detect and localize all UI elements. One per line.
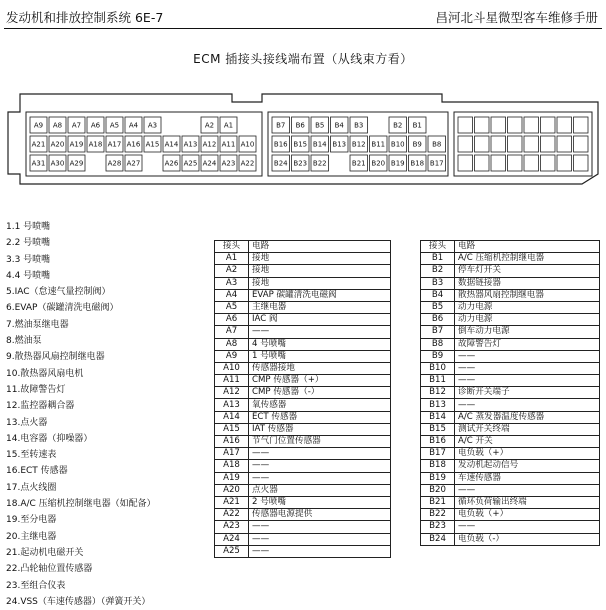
table-row (421, 484, 600, 496)
circuit-cell: 接地 (249, 277, 391, 289)
pin-id-cell: A2 (215, 265, 249, 277)
circuit-cell: —— (249, 521, 391, 533)
table-row (215, 448, 391, 460)
pin-label: A17 (107, 140, 122, 149)
pin-label: A4 (128, 121, 139, 130)
table-row (421, 253, 600, 265)
legend-item: 17.点火线圈 (6, 482, 57, 493)
pin-id-cell: B18 (421, 460, 455, 472)
pin-id-cell: A8 (215, 338, 249, 350)
connector-a-pin-table (214, 240, 391, 558)
pin-id-cell: B1 (421, 253, 455, 265)
pin-id-cell: A22 (215, 509, 249, 521)
connector-b-pin-table (420, 240, 600, 546)
circuit-cell: 测试开关终端 (455, 423, 600, 435)
pin-id-cell: A3 (215, 277, 249, 289)
table-header-row (215, 241, 391, 253)
legend-item: 1.1 号喷嘴 (6, 222, 51, 232)
pin-id-cell: A11 (215, 375, 249, 387)
unlabeled-pin-cell (475, 136, 490, 152)
table-row (421, 326, 600, 338)
pin-label: B1 (412, 121, 422, 130)
pin-label: A5 (109, 121, 120, 130)
pin-id-cell: B20 (421, 484, 455, 496)
circuit-cell: 散热器风扇控制继电器 (455, 289, 600, 301)
pin-id-cell: A24 (215, 533, 249, 545)
circuit-cell: —— (455, 350, 600, 362)
circuit-cell: A/C 压缩机控制继电器 (455, 253, 600, 265)
pin-label: A18 (88, 140, 103, 149)
pin-label: B22 (312, 159, 327, 168)
pin-label: B9 (412, 140, 422, 149)
table-row (421, 387, 600, 399)
legend-item: 8.燃油泵 (6, 336, 42, 347)
circuit-cell: CMP 传感器（+） (249, 375, 391, 387)
circuit-cell: 数据链接器 (455, 277, 600, 289)
unlabeled-pin-cell (491, 117, 506, 133)
table-row (215, 399, 391, 411)
legend-item: 14.电容器（抑噪器） (6, 433, 93, 444)
pin-id-cell: A6 (215, 314, 249, 326)
pin-id-cell: B4 (421, 289, 455, 301)
table-row (215, 387, 391, 399)
pin-label: A27 (126, 159, 141, 168)
pin-label: B3 (354, 121, 364, 130)
circuit-cell: 动力电源 (455, 301, 600, 313)
pin-label: A28 (107, 159, 122, 168)
pin-id-cell: B12 (421, 387, 455, 399)
pin-label: A15 (145, 140, 160, 149)
table-row (215, 362, 391, 374)
column-header-pin: 接头 (215, 241, 249, 253)
pin-id-cell: B24 (421, 533, 455, 545)
circuit-cell: CMP 传感器（-） (249, 387, 391, 399)
unlabeled-pin-cell (524, 136, 539, 152)
pin-id-cell: B21 (421, 496, 455, 508)
circuit-cell: 倒车动力电源 (455, 326, 600, 338)
pin-id-cell: A20 (215, 484, 249, 496)
pin-id-cell: A4 (215, 289, 249, 301)
table-row (421, 338, 600, 350)
pin-label: A30 (50, 159, 65, 168)
legend-item: 20.主继电器 (6, 531, 57, 542)
pin-id-cell: A21 (215, 496, 249, 508)
pin-id-cell: B14 (421, 411, 455, 423)
pin-label: A13 (183, 140, 198, 149)
legend-item: 6.EVAP（碳罐清洗电磁阀） (6, 303, 119, 314)
table-row (215, 436, 391, 448)
pin-id-cell: A10 (215, 362, 249, 374)
pin-label: A26 (164, 159, 179, 168)
table-row (215, 265, 391, 277)
circuit-cell: —— (249, 472, 391, 484)
pin-label: B14 (312, 140, 327, 149)
circuit-cell: IAT 传感器 (249, 423, 391, 435)
unlabeled-pin-cell (475, 155, 490, 171)
unlabeled-pin-cell (508, 136, 523, 152)
circuit-cell: EVAP 碳罐清洗电磁阀 (249, 289, 391, 301)
unlabeled-pin-cell (508, 155, 523, 171)
circuit-cell: —— (455, 375, 600, 387)
circuit-cell: —— (249, 448, 391, 460)
table-row (215, 509, 391, 521)
circuit-cell: —— (249, 460, 391, 472)
unlabeled-pin-cell (574, 136, 589, 152)
header-rule (4, 28, 602, 29)
circuit-cell: —— (455, 399, 600, 411)
table-row (421, 472, 600, 484)
legend-item: 16.ECT 传感器 (6, 466, 68, 477)
circuit-cell: 诊断开关端子 (455, 387, 600, 399)
table-row (421, 411, 600, 423)
pin-id-cell: B10 (421, 362, 455, 374)
legend-item: 11.故障警告灯 (6, 384, 66, 395)
pin-label: A14 (164, 140, 179, 149)
component-legend (6, 219, 156, 610)
running-header-chapter: 发动机和排放控制系统 6E-7 (6, 10, 164, 25)
pin-label: A29 (69, 159, 84, 168)
pin-id-cell: A9 (215, 350, 249, 362)
pin-label: B4 (334, 121, 344, 130)
pin-label: A2 (204, 121, 215, 130)
table-row (215, 460, 391, 472)
pin-id-cell: B15 (421, 423, 455, 435)
table-row (421, 301, 600, 313)
circuit-cell: 发动机起动信号 (455, 460, 600, 472)
pin-label: B18 (410, 159, 425, 168)
pin-id-cell: B8 (421, 338, 455, 350)
pin-label: B20 (371, 159, 386, 168)
pin-label: A19 (69, 140, 84, 149)
table-row (421, 509, 600, 521)
table-row (215, 484, 391, 496)
legend-item: 5.IAC（怠速气量控制阀） (6, 287, 111, 298)
legend-item: 13.点火器 (6, 417, 48, 428)
table-row (215, 521, 391, 533)
unlabeled-pin-cell (458, 155, 473, 171)
unlabeled-pin-cell (491, 136, 506, 152)
circuit-cell: 4 号喷嘴 (249, 338, 391, 350)
ecm-connector-diagram (6, 90, 600, 186)
pin-label: A6 (90, 121, 101, 130)
pin-id-cell: A16 (215, 436, 249, 448)
pin-label: B24 (273, 159, 288, 168)
unlabeled-pin-cell (557, 117, 572, 133)
circuit-cell: ECT 传感器 (249, 411, 391, 423)
table-row (421, 265, 600, 277)
table-row (215, 277, 391, 289)
circuit-cell: —— (249, 533, 391, 545)
pin-label: B12 (351, 140, 366, 149)
pin-label: B17 (429, 159, 444, 168)
legend-item: 2.2 号喷嘴 (6, 238, 51, 249)
pin-id-cell: A25 (215, 545, 249, 557)
pin-label: A16 (126, 140, 141, 149)
circuit-cell: 动力电源 (455, 314, 600, 326)
circuit-cell: 车速传感器 (455, 472, 600, 484)
table-row (215, 326, 391, 338)
pin-id-cell: A5 (215, 301, 249, 313)
circuit-cell: 传感器电源提供 (249, 509, 391, 521)
pin-label: A10 (240, 140, 255, 149)
table-row (421, 423, 600, 435)
legend-item: 15.至转速表 (6, 450, 57, 461)
table-row (421, 460, 600, 472)
pin-id-cell: B6 (421, 314, 455, 326)
unlabeled-pin-cell (541, 117, 556, 133)
table-row (215, 472, 391, 484)
circuit-cell: 2 号喷嘴 (249, 496, 391, 508)
table-row (215, 289, 391, 301)
pin-id-cell: B7 (421, 326, 455, 338)
pin-id-cell: A12 (215, 387, 249, 399)
table-row (215, 423, 391, 435)
circuit-cell: —— (249, 545, 391, 557)
connector-b-pins (272, 117, 446, 171)
circuit-cell: A/C 蒸发器温度传感器 (455, 411, 600, 423)
pin-label: B16 (273, 140, 288, 149)
pin-label: A1 (223, 121, 234, 130)
unlabeled-pin-cell (524, 117, 539, 133)
circuit-cell: —— (455, 484, 600, 496)
running-header-manual-title: 昌河北斗星微型客车维修手册 (435, 10, 598, 25)
unlabeled-pin-cell (574, 155, 589, 171)
unlabeled-pin-cell (557, 155, 572, 171)
circuit-cell: 循环负荷输出终端 (455, 496, 600, 508)
pin-label: B7 (276, 121, 286, 130)
table-row (215, 338, 391, 350)
table-row (421, 436, 600, 448)
circuit-cell: 停车灯开关 (455, 265, 600, 277)
column-header-circuit: 电路 (249, 241, 391, 253)
pin-label: A20 (50, 140, 65, 149)
legend-item: 3.3 号喷嘴 (6, 254, 51, 265)
pin-id-cell: B3 (421, 277, 455, 289)
table-row (215, 411, 391, 423)
unlabeled-pin-cell (541, 136, 556, 152)
unlabeled-pin-cell (491, 155, 506, 171)
legend-item: 19.至分电器 (6, 515, 57, 526)
pin-label: B23 (293, 159, 308, 168)
pin-label: A3 (147, 121, 158, 130)
pin-id-cell: B16 (421, 436, 455, 448)
table-row (421, 521, 600, 533)
table-row (421, 448, 600, 460)
circuit-cell: 主继电器 (249, 301, 391, 313)
table-row (421, 496, 600, 508)
legend-item: 4.4 号喷嘴 (6, 270, 51, 281)
circuit-cell: —— (455, 521, 600, 533)
pin-id-cell: B23 (421, 521, 455, 533)
pin-id-cell: B22 (421, 509, 455, 521)
legend-item: 18.A/C 压缩机控制继电器（如配备） (6, 499, 156, 510)
figure-title: ECM 插接头接线端布置（从线束方看） (193, 52, 413, 66)
pin-id-cell: B2 (421, 265, 455, 277)
legend-item: 23.至组合仪表 (6, 580, 66, 591)
column-header-circuit: 电路 (455, 241, 600, 253)
table-row (215, 253, 391, 265)
circuit-cell: 接地 (249, 253, 391, 265)
pin-label: A12 (202, 140, 217, 149)
circuit-cell: IAC 阀 (249, 314, 391, 326)
table-row (421, 533, 600, 545)
circuit-cell: —— (455, 362, 600, 374)
circuit-cell: 接地 (249, 265, 391, 277)
pin-label: A24 (202, 159, 217, 168)
pin-id-cell: B19 (421, 472, 455, 484)
unlabeled-pin-cell (475, 117, 490, 133)
table-row (421, 399, 600, 411)
table-row (421, 314, 600, 326)
unlabeled-pin-cell (458, 117, 473, 133)
table-row (215, 496, 391, 508)
pin-label: A22 (240, 159, 255, 168)
pin-id-cell: A18 (215, 460, 249, 472)
pin-id-cell: B9 (421, 350, 455, 362)
pin-label: B11 (371, 140, 386, 149)
legend-item: 9.散热器风扇控制继电器 (6, 352, 105, 363)
legend-item: 21.起动机电磁开关 (6, 547, 84, 558)
legend-item: 12.监控器耦合器 (6, 401, 75, 412)
pin-label: A7 (71, 121, 82, 130)
pin-id-cell: B17 (421, 448, 455, 460)
table-header-row (421, 241, 600, 253)
legend-item: 22.凸轮轴位置传感器 (6, 564, 93, 575)
circuit-cell: 电负载（-） (455, 533, 600, 545)
unlabeled-pin-cell (524, 155, 539, 171)
pin-id-cell: A23 (215, 521, 249, 533)
pin-label: B2 (393, 121, 403, 130)
circuit-cell: —— (249, 326, 391, 338)
circuit-cell: 电负载（+） (455, 448, 600, 460)
table-row (215, 545, 391, 557)
circuit-cell: A/C 开关 (455, 436, 600, 448)
table-row (215, 533, 391, 545)
pin-id-cell: A14 (215, 411, 249, 423)
pin-id-cell: A1 (215, 253, 249, 265)
pin-label: B15 (293, 140, 308, 149)
circuit-cell: 节气门位置传感器 (249, 436, 391, 448)
pin-label: A21 (31, 140, 46, 149)
legend-item: 24.VSS（车速传感器）（弹簧开关） (6, 596, 151, 607)
pin-id-cell: A7 (215, 326, 249, 338)
pin-id-cell: A15 (215, 423, 249, 435)
pin-label: A23 (221, 159, 236, 168)
pin-id-cell: B11 (421, 375, 455, 387)
pin-label: B21 (351, 159, 366, 168)
pin-label: A31 (31, 159, 46, 168)
pin-label: B10 (390, 140, 405, 149)
table-row (215, 350, 391, 362)
unlabeled-pin-cell (574, 117, 589, 133)
circuit-cell: 传感器接地 (249, 362, 391, 374)
pin-label: A11 (221, 140, 236, 149)
table-row (421, 375, 600, 387)
circuit-cell: 点火器 (249, 484, 391, 496)
table-row (215, 314, 391, 326)
table-row (421, 277, 600, 289)
unlabeled-pin-cell (541, 155, 556, 171)
circuit-cell: 故障警告灯 (455, 338, 600, 350)
circuit-cell: 氧传感器 (249, 399, 391, 411)
pin-id-cell: A13 (215, 399, 249, 411)
column-header-pin: 接头 (421, 241, 455, 253)
unlabeled-pin-cell (508, 117, 523, 133)
legend-item: 10.散热器风扇电机 (6, 368, 84, 379)
pin-id-cell: A17 (215, 448, 249, 460)
pin-label: B13 (332, 140, 347, 149)
pin-label: A9 (33, 121, 44, 130)
circuit-cell: 电负载（+） (455, 509, 600, 521)
table-row (215, 301, 391, 313)
pin-id-cell: B13 (421, 399, 455, 411)
pin-label: B5 (315, 121, 325, 130)
table-row (421, 362, 600, 374)
unlabeled-pin-cell (557, 136, 572, 152)
pin-label: B8 (432, 140, 442, 149)
table-row (421, 289, 600, 301)
table-row (421, 350, 600, 362)
table-row (215, 375, 391, 387)
pin-label: B6 (295, 121, 305, 130)
pin-id-cell: A19 (215, 472, 249, 484)
unlabeled-pin-cell (458, 136, 473, 152)
pin-label: A25 (183, 159, 198, 168)
circuit-cell: 1 号喷嘴 (249, 350, 391, 362)
pin-id-cell: B5 (421, 301, 455, 313)
legend-item: 7.燃油泵继电器 (6, 319, 69, 330)
pin-label: B19 (390, 159, 405, 168)
pin-label: A8 (52, 121, 63, 130)
